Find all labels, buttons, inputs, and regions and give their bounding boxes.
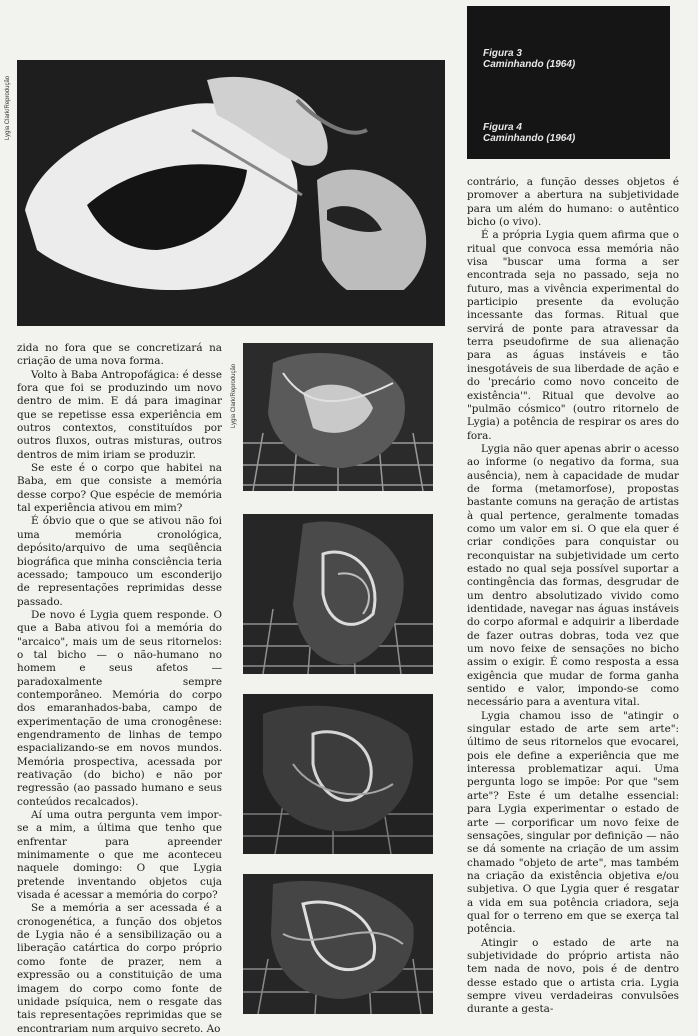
text-column-right bbox=[467, 176, 679, 1017]
paragraph: Se este é o corpo que habitei na Baba, em que consiste a memória desse corpo? Que espécie de memória tal experiência ativou em mim? bbox=[17, 462, 222, 515]
figure-4-name: Caminhando (1964) bbox=[483, 133, 576, 144]
paragraph: Se a memória a ser acessada é a cronogenética, a função dos objetos de Lygia não é a sensibilização ou a liberação catártica do corpo próprio como fonte de prazer, nem a expressão ou a constituição de uma imagem do corpo como fonte de unidade psíquica, nem o resgate das tais representações reprimidas que se encontrariam num arquivo secreto. Ao bbox=[17, 902, 222, 1035]
photo-frame-3 bbox=[243, 694, 433, 854]
strip-credit: Lygia Clark/Reprodução bbox=[231, 363, 237, 428]
figure-4-title: Figura 4 bbox=[483, 122, 522, 133]
photo-frame-1 bbox=[243, 343, 433, 491]
paragraph: De novo é Lygia quem responde. O que a Baba ativou foi a memória do "arcaico", mais um de seus ritornelos: o tal bicho — o não-humano no homem e seus afetos — paradoxalmente sempre contemporâneo. Memória do corpo dos emaranhados-baba, campo de experimentação de uma cronogênese: engendramento de linhas de tempo espacializando-se em novos mundos. Memória prospectiva, acessada por reativação (do bicho) e não por regressão (ao passado humano e seus conteúdos recalcados). bbox=[17, 608, 222, 808]
caption-box bbox=[467, 6, 670, 159]
paragraph: contrário, a função desses objetos é promover a abertura na subjetividade para um além do humano: o autêntico bicho (o vivo). bbox=[467, 176, 679, 229]
photo-frame-2 bbox=[243, 514, 433, 674]
figure-3-title: Figura 3 bbox=[483, 48, 522, 59]
paragraph: Atingir o estado de arte na subjetividade do próprio artista não tem nada de novo, pois é de dentro desse estado que o artista cria. Lygia sempre viveu verdadeiras convulsões durante a gesta- bbox=[467, 936, 679, 1016]
photo-frame-4 bbox=[243, 874, 433, 1014]
paragraph: Lygia chamou isso de "atingir o singular estado de arte sem arte": último de seus ritornelos que evocarei, pois ele define a experiência que me interessa problematizar aqui. Uma pergunta logo se impõe: Por que "sem arte"? Este é um detalhe essencial: para Lygia experimentar o estado de arte — corporificar um novo feixe de sensações, singular por definição — não se dá somente na criação de um assim chamado "objeto de arte", mas também na criação da existência objetiva e/ou subjetiva. O que Lygia quer é resgatar a vida em sua potência criadora, seja qual for o terreno em que se exerça tal potência. bbox=[467, 709, 679, 936]
photo-credit: Lygia Clark/Reprodução bbox=[5, 75, 11, 140]
paragraph: Aí uma outra pergunta vem impor-se a mim, a última que tenho que enfrentar para apreender minimamente o que me aconteceu naquele domingo: O que Lygia pretende inventando objetos cuja visada é acessar a memória do corpo? bbox=[17, 809, 222, 902]
paragraph: É óbvio que o que se ativou não foi uma memória cronológica, depósito/arquivo de uma seqüência biográfica que minha consciência teria acessado; tampouco um esconderijo de representações reprimidas desse passado. bbox=[17, 515, 222, 608]
paragraph: É a própria Lygia quem afirma que o ritual que convoca essa memória não visa "buscar uma forma a ser encontrada seja no passado, seja no futuro, mas a vivência experimental do participio presente da evolução incessante das formas. Ritual que servirá de ponte para atravessar da terra pseudofirme de sua alienação para as águas instáveis e tão inesgotáveis de sua liberdade de ação e do 'precário como novo conceito de existência'". Ritual que devolve ao "pulmão cósmico" (outro ritornelo de Lygia) a potência de respirar os ares do fora. bbox=[467, 229, 679, 442]
photo-hands-cutting-moebius bbox=[17, 60, 445, 326]
paragraph: Lygia não quer apenas abrir o acesso ao informe (o negativo da forma, sua ausência), nem à capacidade de mudar de forma (metamorfose), propostas bastante comuns na geração de artistas à qual pertence, geralmente tomadas como um valor em si. O que ela quer é criar condições para conquistar ou reconquistar na subjetividade um certo estado no qual seja possível suportar a contingência das formas, desgrudar de um dentro absolutizado vivido como identidade, navegar nas águas instáveis do corpo aformal e adquirir a liberdade de fazer outras dobras, toda vez que um novo feixe de sensações no bicho assim o exigir. É como resposta a essa exigência que mudar de forma ganha sentido e valor, impondo-se como necessário para a aventura vital. bbox=[467, 442, 679, 709]
text-column-left bbox=[17, 342, 222, 1036]
paragraph: zida no fora que se concretizará na criação de uma nova forma. bbox=[17, 342, 222, 368]
figure-3-name: Caminhando (1964) bbox=[483, 59, 576, 70]
paragraph: Volto à Baba Antropofágica: é desse fora que foi se produzindo um novo dentro de mim. E dá para imaginar que se repetisse essa experiência em outros contextos, constituídos por outros fluxos, outras misturas, outros dentros de mim iriam se produzir. bbox=[17, 368, 222, 461]
figure-4-caption bbox=[483, 122, 575, 144]
figure-3-caption bbox=[483, 48, 575, 70]
